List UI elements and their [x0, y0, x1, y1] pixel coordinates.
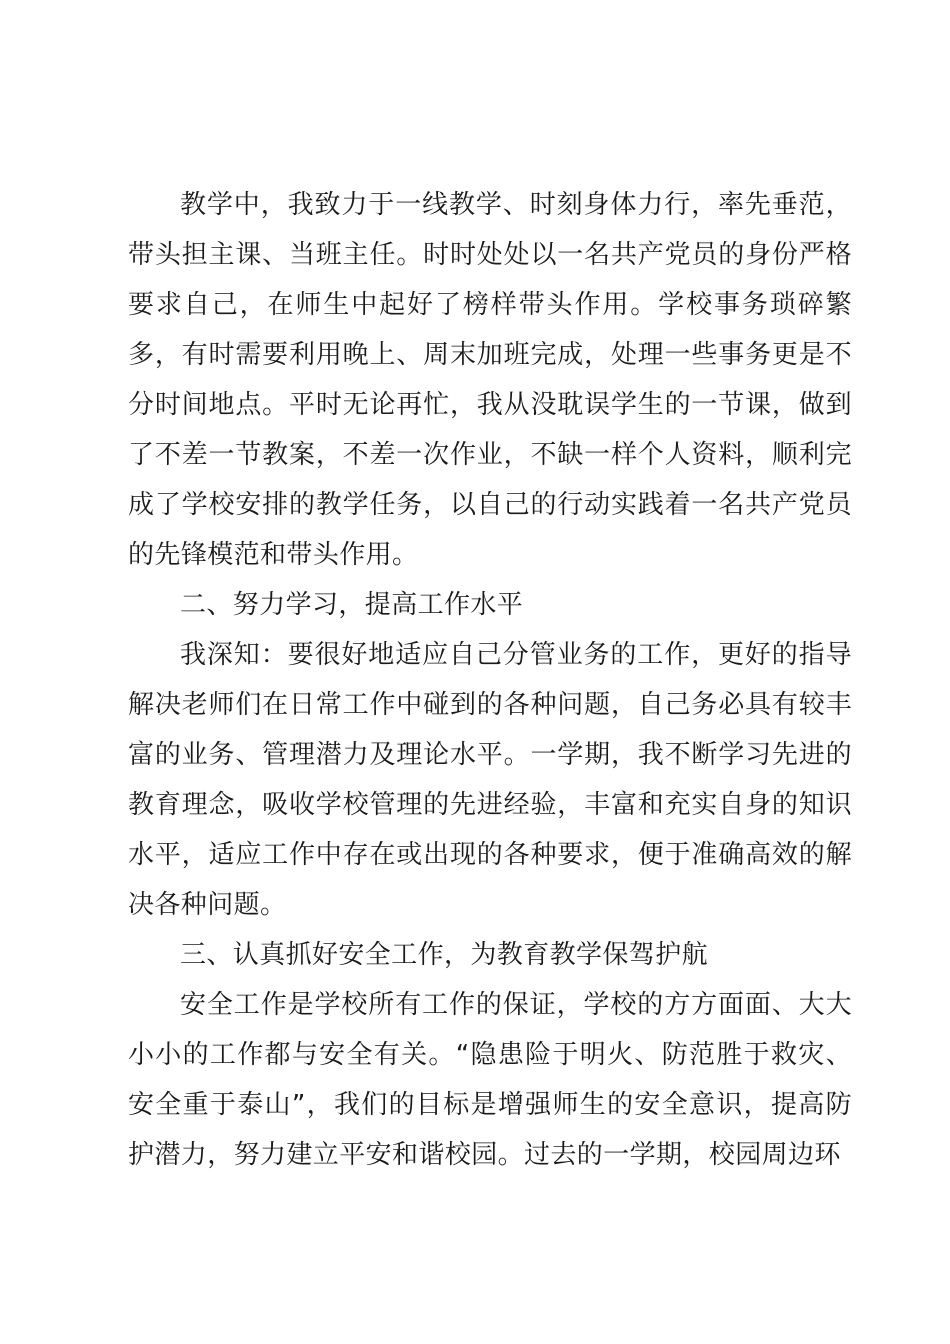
text-line: 有时需要利用晚上、周末加班完成，处理一些事务更是不分时 [128, 340, 852, 420]
section-heading [128, 930, 852, 980]
body-paragraph [128, 630, 852, 930]
text-line: 间地点。平时无论再忙，我从没耽误学生的一节课，做到了不 [128, 390, 852, 470]
text-line: 安全重于泰山”，我们的目标是增强师生的安全意识，提高防 [128, 1090, 852, 1120]
text-line: 差一节教案，不差一次作业，不缺一样个人资料，顺利完成了 [128, 440, 852, 520]
text-line: 决各种问题。 [128, 890, 287, 920]
text-line: 富的业务、管理潜力及理论水平。一学期，我不断学习先进的 [128, 740, 852, 770]
text-line: 锋模范和带头作用。 [180, 540, 419, 570]
text-line: 解决老师们在日常工作中碰到的各种问题，自己务必具有较丰 [128, 690, 852, 720]
section-heading [128, 580, 852, 630]
text-line: 我深知：要很好地适应自己分管业务的工作，更好的指导 [180, 640, 852, 670]
text-line: 学校安排的教学任务，以自己的行动实践着一名共产党员的先 [128, 490, 852, 570]
text-line: 带头担主课、当班主任。时时处处以一名共产党员的身份严格 [128, 240, 852, 270]
body-paragraph [128, 980, 852, 1180]
body-paragraph [128, 180, 852, 580]
text-line: 要求自己，在师生中起好了榜样带头作用。学校事务琐碎繁多， [128, 290, 852, 370]
text-line: 水平，适应工作中存在或出现的各种要求，便于准确高效的解 [128, 840, 852, 870]
text-line: 三、认真抓好安全工作，为教育教学保驾护航 [180, 940, 709, 970]
text-line: 安全工作是学校所有工作的保证，学校的方方面面、大大 [180, 990, 852, 1020]
text-line: 护潜力，努力建立平安和谐校园。过去的一学期，校园周边环 [128, 1140, 841, 1170]
text-line: 小小的工作都与安全有关。“隐患险于明火、防范胜于救灾、 [128, 1040, 852, 1070]
text-line: 二、努力学习，提高工作水平 [180, 590, 524, 620]
text-line: 教学中，我致力于一线教学、时刻身体力行，率先垂范， [180, 190, 852, 220]
document-body [128, 180, 852, 1180]
text-line: 教育理念，吸收学校管理的先进经验，丰富和充实自身的知识 [128, 790, 852, 820]
